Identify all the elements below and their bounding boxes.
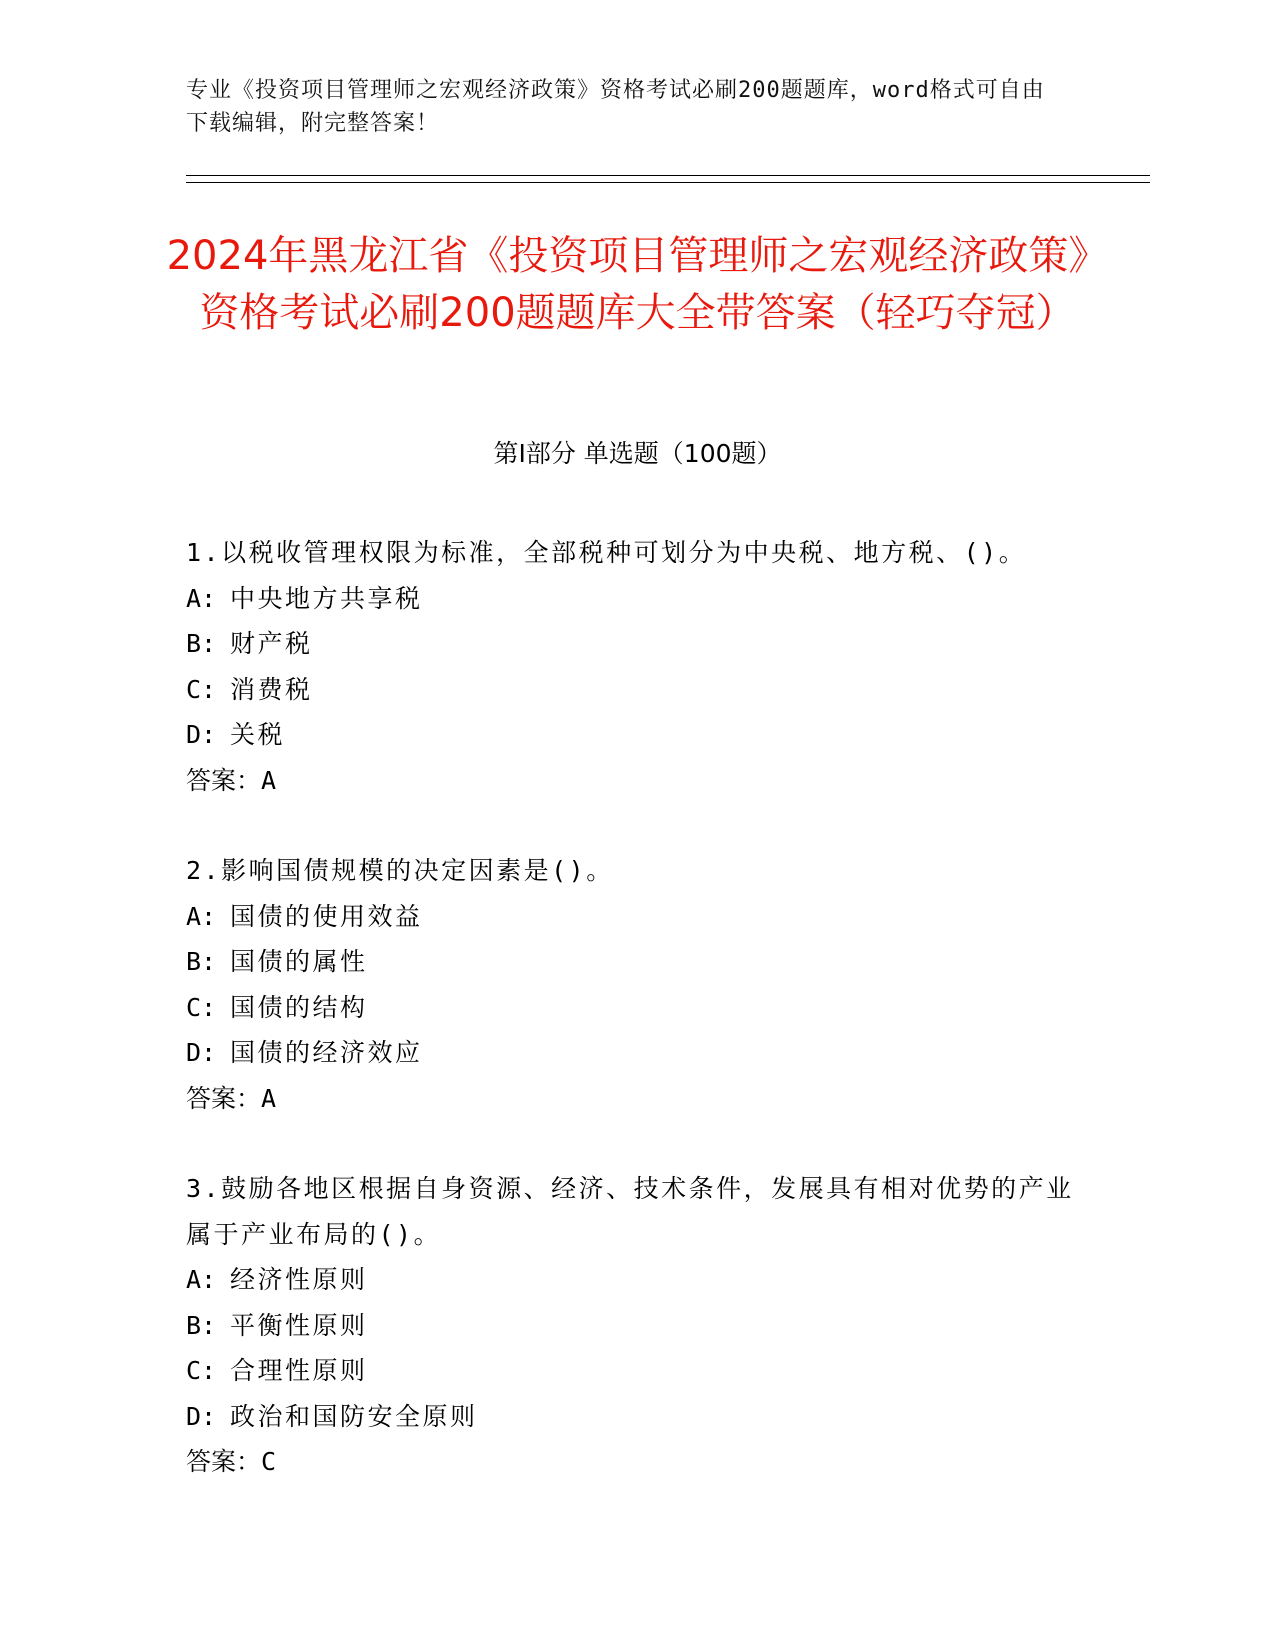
option-text: 国债的结构 [230, 992, 368, 1022]
option-label: A: [186, 583, 217, 613]
answer-line [186, 758, 1086, 804]
option-text: 消费税 [230, 674, 313, 704]
option-d [186, 1030, 1086, 1076]
answer-label: 答案： [186, 1447, 262, 1476]
option-a [186, 1257, 1086, 1303]
question-stem: 3.鼓励各地区根据自身资源、经济、技术条件，发展具有相对优势的产业属于产业布局的()。 [186, 1174, 1074, 1249]
header-rule-top [186, 175, 1150, 176]
option-text: 国债的经济效应 [230, 1038, 423, 1067]
option-b [186, 621, 1086, 667]
option-label: D: [186, 1401, 217, 1431]
option-text: 国债的使用效益 [230, 901, 423, 931]
option-label: A: [186, 1265, 217, 1294]
section-title: 第I部分 单选题（100题） [493, 439, 782, 468]
question-1 [186, 530, 1086, 803]
question-stem: 2.影响国债规模的决定因素是()。 [186, 856, 614, 885]
option-a [186, 576, 1086, 622]
answer-label: 答案： [186, 1083, 262, 1113]
option-label: B: [186, 947, 217, 976]
option-b [186, 1303, 1086, 1349]
document-title: 2024年黑龙江省《投资项目管理师之宏观经济政策》资格考试必刷200题题库大全带答案（轻巧夺冠） [166, 233, 1109, 336]
header-rule-bottom [186, 182, 1150, 183]
option-c [186, 667, 1086, 713]
question-list [186, 530, 1086, 1530]
question-stem: 1.以税收管理权限为标准，全部税种可划分为中央税、地方税、()。 [186, 538, 1027, 567]
answer-value: C [261, 1447, 277, 1476]
option-label: C: [186, 1356, 217, 1385]
answer-value: A [261, 1083, 277, 1113]
option-text: 政治和国防安全原则 [230, 1401, 478, 1431]
option-label: C: [186, 992, 217, 1022]
answer-line [186, 1439, 1086, 1485]
option-d [186, 1394, 1086, 1440]
option-label: D: [186, 1038, 217, 1067]
option-d [186, 712, 1086, 758]
option-text: 国债的属性 [230, 947, 368, 976]
option-label: D: [186, 720, 217, 749]
option-text: 合理性原则 [230, 1356, 368, 1385]
option-text: 中央地方共享税 [230, 583, 423, 613]
option-text: 关税 [230, 720, 286, 749]
option-label: A: [186, 901, 217, 931]
answer-line [186, 1076, 1086, 1122]
question-2 [186, 848, 1086, 1121]
option-label: B: [186, 1310, 217, 1340]
question-3 [186, 1166, 1086, 1485]
option-text: 平衡性原则 [230, 1310, 368, 1340]
option-label: C: [186, 674, 217, 704]
option-text: 经济性原则 [230, 1265, 368, 1294]
header-note: 专业《投资项目管理师之宏观经济政策》资格考试必刷200题题库，word格式可自由下载编辑，附完整答案！ [186, 78, 1045, 136]
option-a [186, 894, 1086, 940]
option-c [186, 985, 1086, 1031]
option-text: 财产税 [230, 629, 313, 658]
answer-value: A [261, 765, 277, 795]
answer-label: 答案： [186, 765, 262, 795]
option-c [186, 1348, 1086, 1394]
option-label: B: [186, 629, 217, 658]
option-b [186, 939, 1086, 985]
